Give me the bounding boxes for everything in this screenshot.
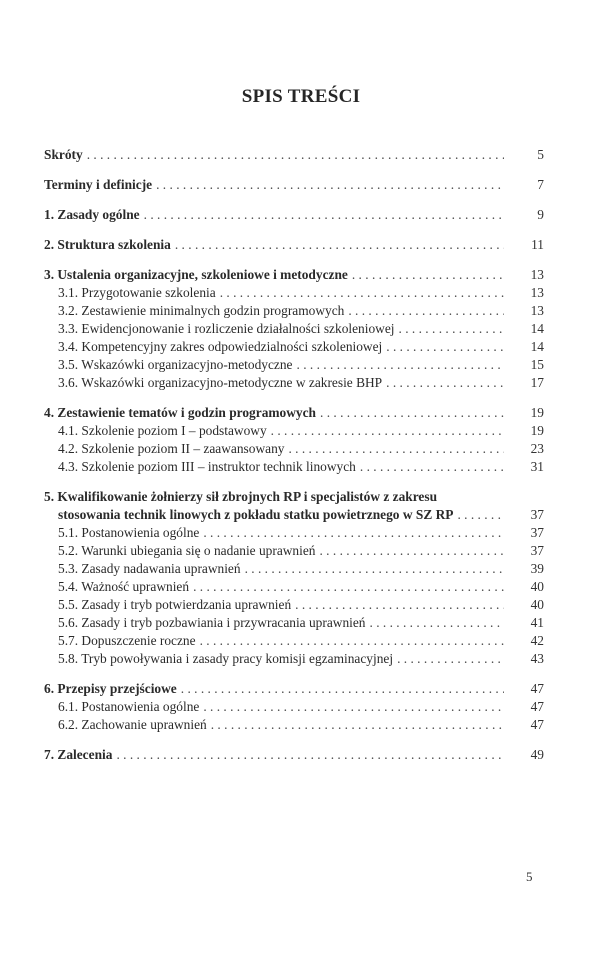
toc-entry-page: 19 xyxy=(530,405,544,420)
toc-entry-page: 47 xyxy=(530,717,544,732)
dot-leader xyxy=(386,338,504,356)
toc-entry-page: 41 xyxy=(530,615,544,630)
dot-leader xyxy=(352,266,504,284)
dot-leader xyxy=(193,578,504,596)
toc-entry-label: 3.3. Ewidencjonowanie i rozliczenie działalności szkoleniowej xyxy=(58,321,395,336)
toc-entry-page: 43 xyxy=(530,651,544,666)
toc-entry[interactable] xyxy=(44,146,544,164)
dot-leader xyxy=(203,698,504,716)
toc-entry-label: 5.6. Zasady i tryb pozbawiania i przywracania uprawnień xyxy=(58,615,366,630)
toc-entry[interactable] xyxy=(44,266,544,284)
dot-leader xyxy=(399,320,504,338)
toc-entry-page: 47 xyxy=(530,681,544,696)
toc-entry-page: 31 xyxy=(530,459,544,474)
toc-entry-page: 37 xyxy=(530,525,544,540)
toc-entry-page: 14 xyxy=(530,321,544,336)
dot-leader xyxy=(203,524,504,542)
dot-leader xyxy=(370,614,505,632)
dot-leader xyxy=(200,632,504,650)
dot-leader xyxy=(116,746,504,764)
toc-entry-label: 6.2. Zachowanie uprawnień xyxy=(58,717,207,732)
toc-entry-label: 3.1. Przygotowanie szkolenia xyxy=(58,285,216,300)
toc-entry[interactable] xyxy=(44,578,544,596)
dot-leader xyxy=(181,680,504,698)
toc-entry-label: 2. Struktura szkolenia xyxy=(44,237,171,252)
toc-entry[interactable] xyxy=(44,716,544,734)
table-of-contents xyxy=(44,146,544,764)
dot-leader xyxy=(144,206,504,224)
toc-entry-page: 47 xyxy=(530,699,544,714)
toc-entry[interactable] xyxy=(44,542,544,560)
toc-entry-label: 5.5. Zasady i tryb potwierdzania uprawnień xyxy=(58,597,292,612)
dot-leader xyxy=(156,176,504,194)
toc-entry-page: 49 xyxy=(530,747,544,762)
toc-entry[interactable] xyxy=(44,404,544,422)
toc-entry-label: 1. Zasady ogólne xyxy=(44,207,140,222)
toc-entry[interactable] xyxy=(44,374,544,392)
toc-entry-page: 40 xyxy=(530,597,544,612)
toc-entry-page: 5 xyxy=(537,147,544,162)
toc-entry-label: 6.1. Postanowienia ogólne xyxy=(58,699,200,714)
toc-entry-label: 3.5. Wskazówki organizacyjno-metodyczne xyxy=(58,357,293,372)
toc-entry[interactable] xyxy=(44,746,544,764)
dot-leader xyxy=(397,650,504,668)
toc-entry[interactable] xyxy=(44,524,544,542)
toc-entry-label: 4.3. Szkolenie poziom III – instruktor technik linowych xyxy=(58,459,356,474)
toc-entry-label: 5. Kwalifikowanie żołnierzy sił zbrojnych RP i specjalistów z zakresu xyxy=(44,489,438,504)
toc-entry-label: 5.1. Postanowienia ogólne xyxy=(58,525,200,540)
dot-leader xyxy=(360,458,504,476)
toc-entry-page: 11 xyxy=(531,237,544,252)
toc-entry-page: 9 xyxy=(537,207,544,222)
toc-entry[interactable] xyxy=(44,302,544,320)
toc-entry-page: 42 xyxy=(530,633,544,648)
toc-entry-label: 3. Ustalenia organizacyjne, szkoleniowe i metodyczne xyxy=(44,267,348,282)
toc-entry-page: 13 xyxy=(530,285,544,300)
dot-leader xyxy=(211,716,504,734)
toc-entry-label: 6. Przepisy przejściowe xyxy=(44,681,177,696)
toc-entry-page: 17 xyxy=(530,375,544,390)
toc-entry-page: 15 xyxy=(530,357,544,372)
dot-leader xyxy=(320,404,504,422)
toc-entry-label: 4.1. Szkolenie poziom I – podstawowy xyxy=(58,423,267,438)
toc-entry-page: 7 xyxy=(537,177,544,192)
page-title: SPIS TREŚCI xyxy=(241,86,361,107)
toc-entry[interactable] xyxy=(44,422,544,440)
toc-entry[interactable] xyxy=(44,356,544,374)
page-number: 5 xyxy=(526,869,533,884)
toc-entry-label: 7. Zalecenia xyxy=(44,747,113,762)
dot-leader xyxy=(348,302,504,320)
toc-entry-label: 5.4. Ważność uprawnień xyxy=(58,579,190,594)
toc-entry-page: 19 xyxy=(530,423,544,438)
toc-entry-page: 13 xyxy=(530,267,544,282)
toc-entry-label: 3.6. Wskazówki organizacyjno-metodyczne w zakresie BHP xyxy=(58,375,383,390)
toc-entry[interactable] xyxy=(44,614,544,632)
toc-entry-page: 40 xyxy=(530,579,544,594)
toc-entry-label: 5.7. Dopuszczenie roczne xyxy=(58,633,196,648)
toc-entry[interactable] xyxy=(44,680,544,698)
toc-entry[interactable] xyxy=(44,440,544,458)
toc-entry[interactable] xyxy=(44,338,544,356)
toc-entry[interactable] xyxy=(44,560,544,578)
toc-entry[interactable] xyxy=(44,176,544,194)
dot-leader xyxy=(288,440,504,458)
toc-entry-label: 4. Zestawienie tematów i godzin programowych xyxy=(44,405,316,420)
toc-entry-label: Skróty xyxy=(44,147,83,162)
toc-entry[interactable] xyxy=(44,596,544,614)
toc-entry[interactable] xyxy=(44,506,544,524)
dot-leader xyxy=(87,146,504,164)
toc-entry-page: 23 xyxy=(530,441,544,456)
dot-leader xyxy=(386,374,504,392)
dot-leader xyxy=(245,560,504,578)
toc-entry-page: 37 xyxy=(530,507,544,522)
dot-leader xyxy=(175,236,504,254)
toc-entry-label: 3.2. Zestawienie minimalnych godzin programowych xyxy=(58,303,345,318)
toc-entry[interactable] xyxy=(44,698,544,716)
toc-entry-label: stosowania technik linowych z pokładu statku powietrznego w SZ RP xyxy=(58,507,454,522)
toc-entry-label: 4.2. Szkolenie poziom II – zaawansowany xyxy=(58,441,285,456)
toc-entry[interactable] xyxy=(44,206,544,224)
toc-entry[interactable] xyxy=(44,236,544,254)
toc-entry[interactable] xyxy=(44,458,544,476)
toc-entry-page: 37 xyxy=(530,543,544,558)
dot-leader xyxy=(319,542,504,560)
dot-leader xyxy=(295,596,504,614)
dot-leader xyxy=(457,506,504,524)
toc-entry-page: 14 xyxy=(530,339,544,354)
toc-entry[interactable] xyxy=(44,632,544,650)
toc-entry-label: Terminy i definicje xyxy=(44,177,153,192)
toc-entry[interactable] xyxy=(44,488,544,506)
dot-leader xyxy=(271,422,504,440)
toc-entry-page: 13 xyxy=(530,303,544,318)
toc-entry-label: 5.8. Tryb powoływania i zasady pracy komisji egzaminacyjnej xyxy=(58,651,394,666)
dot-leader xyxy=(220,284,504,302)
dot-leader xyxy=(297,356,504,374)
toc-entry[interactable] xyxy=(44,650,544,668)
toc-entry[interactable] xyxy=(44,320,544,338)
toc-entry-page: 39 xyxy=(530,561,544,576)
toc-entry-label: 3.4. Kompetencyjny zakres odpowiedzialności szkoleniowej xyxy=(58,339,383,354)
toc-entry-label: 5.3. Zasady nadawania uprawnień xyxy=(58,561,241,576)
toc-entry[interactable] xyxy=(44,284,544,302)
toc-entry-label: 5.2. Warunki ubiegania się o nadanie uprawnień xyxy=(58,543,316,558)
